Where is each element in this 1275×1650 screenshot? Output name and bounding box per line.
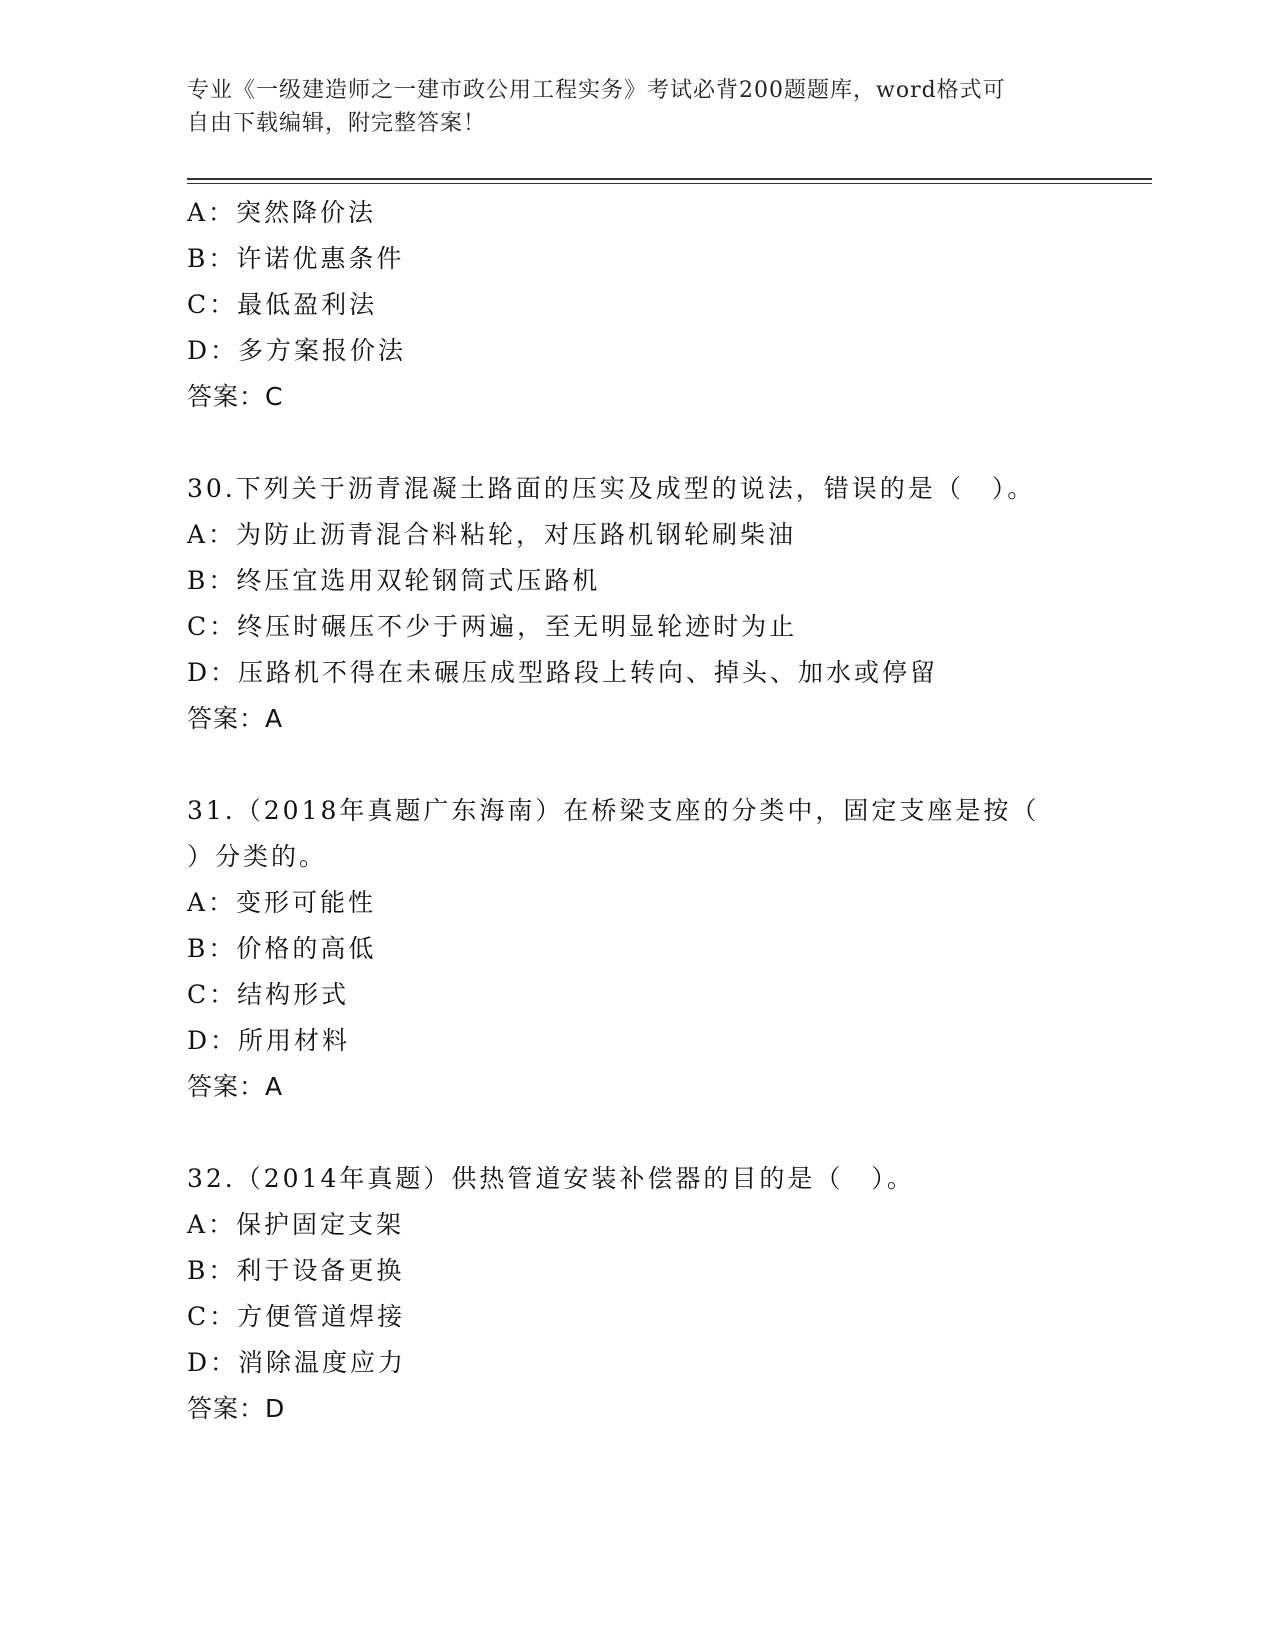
answer-line: 答案：C — [187, 382, 284, 411]
option-d: D：所用材料 — [187, 1026, 351, 1055]
question-title-continued: ）分类的。 — [187, 842, 328, 871]
option-d: D：消除温度应力 — [187, 1348, 407, 1377]
option-b: B：利于设备更换 — [187, 1256, 405, 1285]
answer-line: 答案：A — [187, 704, 284, 733]
option-a: A：保护固定支架 — [187, 1210, 405, 1239]
question-block-30 — [187, 466, 1087, 742]
option-d: D：压路机不得在未碾压成型路段上转向、掉头、加水或停留 — [187, 658, 939, 687]
option-c: C：终压时碾压不少于两遍，至无明显轮迹时为止 — [187, 612, 798, 641]
header-rule-thick — [187, 178, 1152, 180]
option-a: A：为防止沥青混合料粘轮，对压路机钢轮刷柴油 — [187, 520, 797, 549]
option-c: C：方便管道焊接 — [187, 1302, 406, 1331]
answer-line: 答案：A — [187, 1072, 284, 1101]
option-b: B：价格的高低 — [187, 934, 377, 963]
question-block-32 — [187, 1156, 1087, 1432]
question-title: 31.（2018年真题广东海南）在桥梁支座的分类中，固定支座是按（ — [187, 796, 1040, 825]
header-line-2: 自由下载编辑，附完整答案！ — [187, 111, 487, 136]
question-block-31 — [187, 788, 1087, 1110]
header-rule-thin — [187, 183, 1152, 184]
option-c: C：结构形式 — [187, 980, 350, 1009]
option-a: A：变形可能性 — [187, 888, 377, 917]
option-b: B：终压宜选用双轮钢筒式压路机 — [187, 566, 601, 595]
option-c: C：最低盈利法 — [187, 290, 378, 319]
option-b: B：许诺优惠条件 — [187, 244, 405, 273]
document-header — [187, 74, 1067, 140]
answer-line: 答案：D — [187, 1394, 286, 1423]
header-line-1: 专业《一级建造师之一建市政公用工程实务》考试必背200题题库，word格式可 — [187, 78, 1006, 103]
question-title: 30.下列关于沥青混凝土路面的压实及成型的说法，错误的是（ ）。 — [187, 474, 1036, 503]
question-list — [187, 190, 1087, 1432]
question-title: 32.（2014年真题）供热管道安装补偿器的目的是（ ）。 — [187, 1164, 915, 1193]
option-a: A：突然降价法 — [187, 198, 377, 227]
question-block-29 — [187, 190, 1087, 420]
option-d: D：多方案报价法 — [187, 336, 407, 365]
